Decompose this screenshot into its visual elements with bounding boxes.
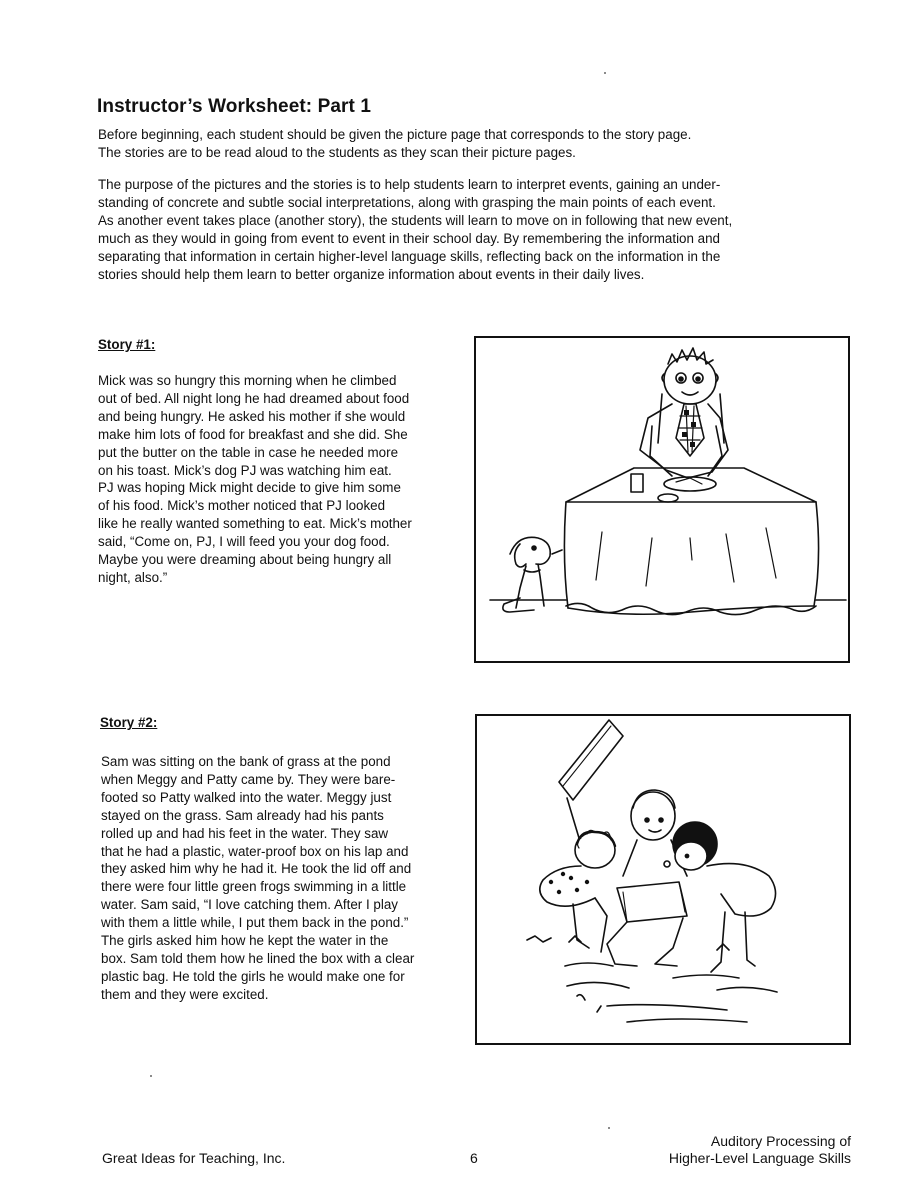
story-line: they asked him why he had it. He took the lid off and: [101, 861, 412, 877]
story-2-illustration: [475, 714, 851, 1045]
intro-paragraph-2: [98, 176, 818, 284]
story-line: The girls asked him how he kept the water in the: [101, 933, 389, 949]
text-line: stories should help them learn to better organize information about events in their daily lives.: [98, 267, 645, 282]
story-line: of his food. Mick’s mother noticed that PJ looked: [98, 498, 386, 514]
story-line: box. Sam told them how he lined the box with a clear: [101, 950, 415, 966]
pond-children-drawing: [477, 716, 849, 1043]
story-line: there were four little green frogs swimming in a little: [101, 879, 407, 895]
page-number: 6: [470, 1150, 478, 1166]
text-line: The stories are to be read aloud to the students as they scan their picture pages.: [98, 145, 576, 160]
story-line: said, “Come on, PJ, I will feed you your dog food.: [98, 534, 390, 550]
footer-book-title-line: Auditory Processing of: [710, 1133, 851, 1149]
story-line: rolled up and had his feet in the water. They saw: [101, 825, 389, 841]
story-line: water. Sam said, “I love catching them. After I play: [101, 897, 398, 913]
story-1-illustration: [474, 336, 850, 663]
scan-speck: [604, 72, 606, 74]
story-line: Mick was so hungry this morning when he climbed: [98, 373, 397, 388]
text-line: Before beginning, each student should be given the picture page that corresponds to the story page.: [98, 127, 692, 142]
text-line: The purpose of the pictures and the stories is to help students learn to interpret events, gaining an under-: [98, 177, 721, 192]
page-title: Instructor’s Worksheet: Part 1: [97, 96, 372, 117]
story-line: plastic bag. He told the girls he would make one for: [101, 968, 405, 984]
text-line: separating that information in certain higher-level language skills, reflecting back on the information in the: [98, 249, 721, 264]
footer-book-title: [669, 1133, 851, 1167]
story-line: night, also.”: [98, 569, 168, 585]
story-line: Sam was sitting on the bank of grass at the pond: [101, 754, 391, 769]
story-line: on his toast. Mick’s dog PJ was watching him eat.: [98, 462, 392, 478]
story-line: Maybe you were dreaming about being hungry all: [98, 552, 392, 568]
scan-speck: [608, 1127, 610, 1129]
scan-speck: [150, 1075, 152, 1077]
story-line: with them a little while, I put them back in the pond.”: [101, 915, 409, 931]
footer-book-title-line: Higher-Level Language Skills: [668, 1150, 851, 1166]
story-line: make him lots of food for breakfast and she did. She: [98, 426, 408, 442]
text-line: As another event takes place (another story), the students will learn to move on in following that new event,: [98, 213, 733, 228]
footer-publisher: Great Ideas for Teaching, Inc.: [102, 1150, 286, 1166]
text-line: standing of concrete and subtle social interpretations, along with grasping the main points of each event.: [98, 195, 716, 210]
story-line: out of bed. All night long he had dreamed about food: [98, 390, 410, 406]
story-line: when Meggy and Patty came by. They were bare-: [101, 771, 396, 787]
story-line: put the butter on the table in case he needed more: [98, 444, 399, 460]
story-1-text: [98, 372, 463, 587]
breakfast-table-drawing: [476, 338, 848, 661]
story-1-heading: Story #1:: [98, 337, 156, 352]
intro-paragraph-1: [98, 126, 818, 162]
story-line: stayed on the grass. Sam already had his pants: [101, 807, 384, 823]
story-line: them and they were excited.: [101, 986, 269, 1002]
story-2-heading: Story #2:: [100, 715, 158, 730]
story-line: PJ was hoping Mick might decide to give him some: [98, 480, 401, 496]
story-2-text: [101, 753, 466, 1004]
story-line: and being hungry. He asked his mother if she would: [98, 408, 406, 424]
story-line: like he really wanted something to eat. Mick’s mother: [98, 516, 412, 532]
text-line: much as they would in going from event to event in their school day. By remembering the information and: [98, 231, 721, 246]
story-line: that he had a plastic, water-proof box on his lap and: [101, 843, 409, 859]
story-line: footed so Patty walked into the water. Meggy just: [101, 789, 392, 805]
